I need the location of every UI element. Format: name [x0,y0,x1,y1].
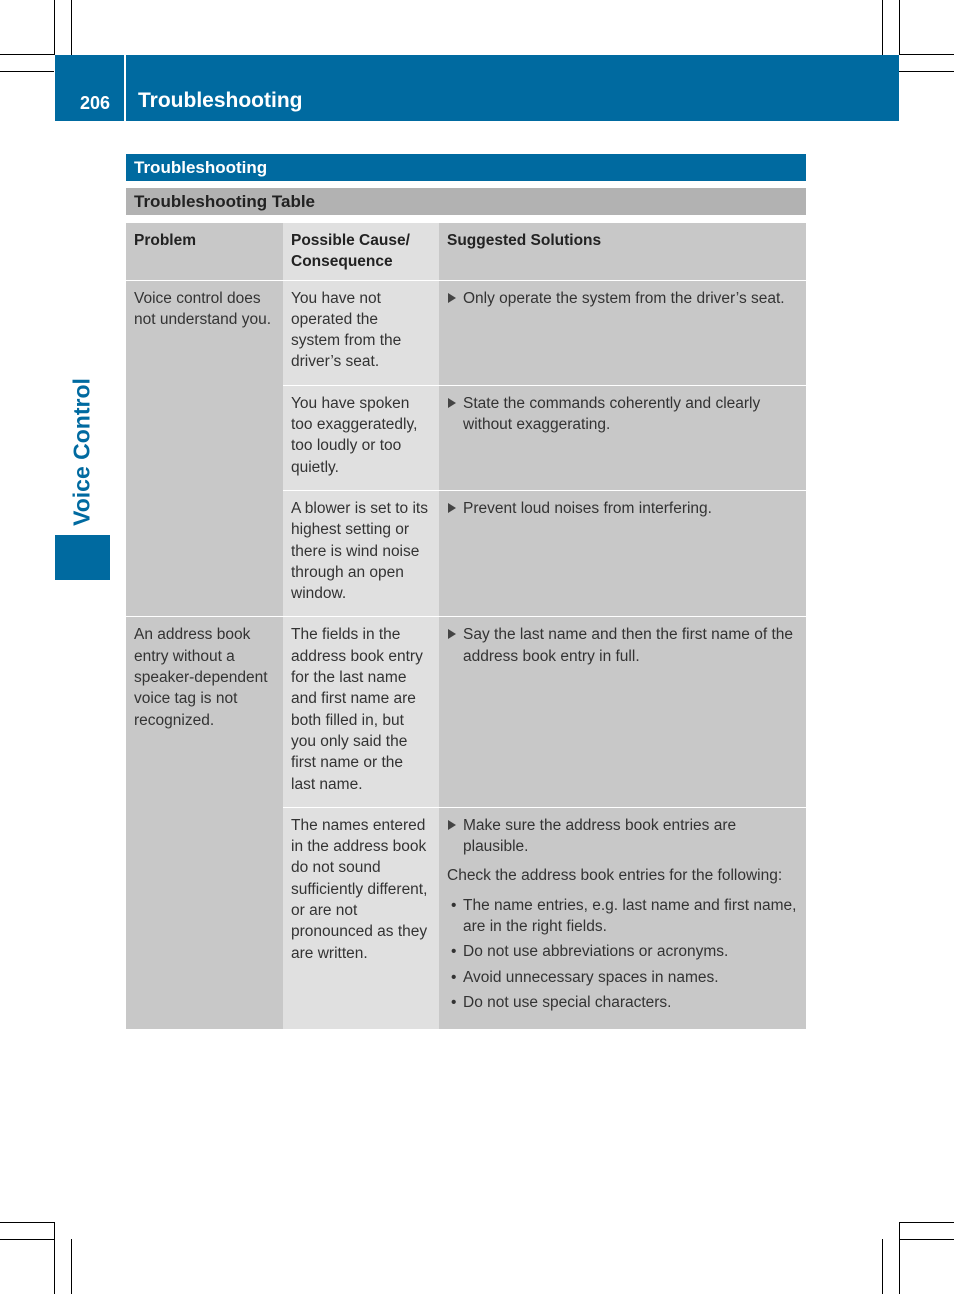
crop-mark [882,1239,883,1294]
crop-mark [0,1222,54,1223]
crop-mark [899,1222,954,1223]
solution-cell [439,807,806,1029]
header-divider [124,55,126,121]
crop-mark [54,1222,55,1294]
problem-cell: An address book entry without a speaker-dependent voice tag is not recognized. [126,617,283,1029]
solution-note: Check the address book entries for the following: [447,867,783,885]
crop-mark [54,0,55,55]
cause-cell: You have spoken too exaggeratedly, too loudly or too quietly. [283,385,439,490]
column-header-problem: Problem [126,223,283,280]
table-row [126,280,806,385]
list-item: • Avoid unnecessary spaces in names. [447,967,798,988]
action-step: Say the last name and then the first name of the address book entry in full. [447,624,798,667]
solution-cell [439,385,806,490]
problem-cell: Voice control does not understand you. [126,280,283,617]
solution-cell [439,490,806,616]
page-number: 206 [79,93,111,113]
solution-cell [439,617,806,807]
crop-mark [882,0,883,55]
table-header-row [126,223,806,280]
crop-mark [0,1239,54,1240]
crop-mark [899,54,954,55]
cause-cell: A blower is set to its highest setting or there is wind noise through an open window. [283,490,439,616]
list-item: • Do not use abbreviations or acronyms. [447,941,798,962]
crop-mark [899,0,900,55]
crop-mark [899,1222,900,1294]
list-item: • The name entries, e.g. last name and first name, are in the right fields. [447,895,798,938]
list-item: • Do not use special characters. [447,992,798,1013]
section-title: Troubleshooting [126,154,806,181]
troubleshooting-table [126,223,806,1029]
cause-cell: The names entered in the address book do not sound sufficiently different, or are not pronounced as they are written. [283,807,439,1029]
crop-mark [0,54,54,55]
crop-mark [899,71,954,72]
crop-mark [71,1239,72,1294]
chapter-tab-marker [55,535,110,580]
solution-cell [439,280,806,385]
action-step: Make sure the address book entries are plausible. [447,815,798,858]
table-row [126,617,806,807]
column-header-cause: Possible Cause/ Consequence [283,223,439,280]
table-title: Troubleshooting Table [126,188,806,215]
cause-cell: The fields in the address book entry for the last name and first name are both filled in, but you only said the first name or the last name. [283,617,439,807]
crop-mark [71,0,72,55]
action-step: Prevent loud noises from interfering. [447,498,798,519]
action-step: State the commands coherently and clearly without exaggerating. [447,393,798,436]
page-header-title: Troubleshooting [138,89,303,112]
check-list [447,895,798,1013]
crop-mark [899,1239,954,1240]
crop-mark [0,71,54,72]
chapter-side-label: Voice Control [68,378,95,526]
column-header-solutions: Suggested Solutions [439,223,806,280]
cause-cell: You have not operated the system from the driver’s seat. [283,280,439,385]
action-step: Only operate the system from the driver’s seat. [447,288,798,309]
